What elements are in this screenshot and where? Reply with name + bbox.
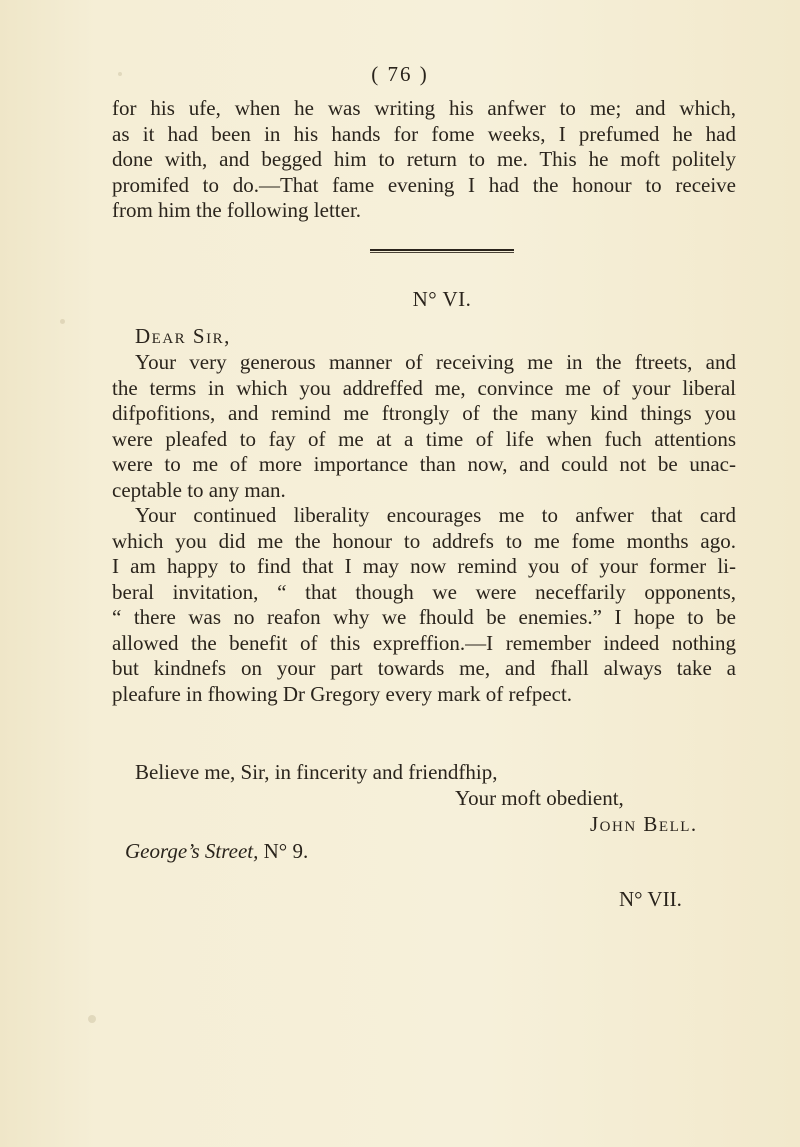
next-letter-number: N° VII.: [619, 887, 682, 911]
text-line: ceptable to any man.: [112, 477, 286, 502]
text-line: allowed the benefit of this expreffion.—I remember indeed nothing: [112, 630, 736, 655]
page-number: ( 76 ): [371, 62, 429, 86]
text-line: I am happy to find that I may now remind you of your former li-: [112, 554, 736, 578]
text-line: “ there was no reafon why we fhould be enemies.” I hope to be: [112, 605, 736, 629]
paper-spot: [60, 319, 65, 324]
text-line: which you did me the honour to addrefs to me fome months ago.: [112, 528, 736, 553]
address: [125, 839, 308, 864]
text-line: as it had been in his hands for fome weeks, I prefumed he had: [112, 121, 736, 146]
address-number: N° 9.: [263, 839, 309, 863]
salutation: Dear Sir,: [135, 324, 231, 348]
text-line: beral invitation, “ that though we were neceffarily opponents,: [112, 579, 736, 604]
text-line: promifed to do.—That fame evening I had the honour to receive: [112, 172, 736, 197]
text-line: Your continued liberality encourages me to anfwer that card: [135, 503, 736, 527]
text-line: done with, and begged him to return to me. This he moft politely: [112, 147, 736, 171]
text-line: but kindnefs on your part towards me, and fhall always take a: [112, 656, 736, 680]
signature: John Bell.: [590, 812, 698, 836]
letter-paragraph: [112, 350, 736, 707]
address-street: George’s Street,: [125, 839, 259, 863]
section-divider: [370, 249, 514, 251]
paper-spot: [88, 1015, 96, 1023]
text-line: were to me of more importance than now, and could not be unac-: [112, 452, 736, 476]
intro-paragraph: [112, 96, 736, 224]
text-line: Your very generous manner of receiving me in the ftreets, and: [135, 350, 736, 374]
closing-line: Believe me, Sir, in fincerity and friendfhip,: [135, 760, 498, 784]
closing-salutation: Your moft obedient,: [455, 786, 624, 810]
text-line: from him the following letter.: [112, 198, 362, 222]
text-line: were pleafed to fay of me at a time of life when fuch attentions: [112, 426, 736, 451]
text-line: pleafure in fhowing Dr Gregory every mark of refpect.: [112, 681, 573, 706]
text-line: difpofitions, and remind me ftrongly of the many kind things you: [112, 401, 736, 425]
text-line: for his ufe, when he was writing his anfwer to me; and which,: [112, 96, 736, 120]
letter-number-heading: N° VI.: [412, 287, 472, 311]
text-line: the terms in which you addreffed me, convince me of your liberal: [112, 375, 736, 400]
